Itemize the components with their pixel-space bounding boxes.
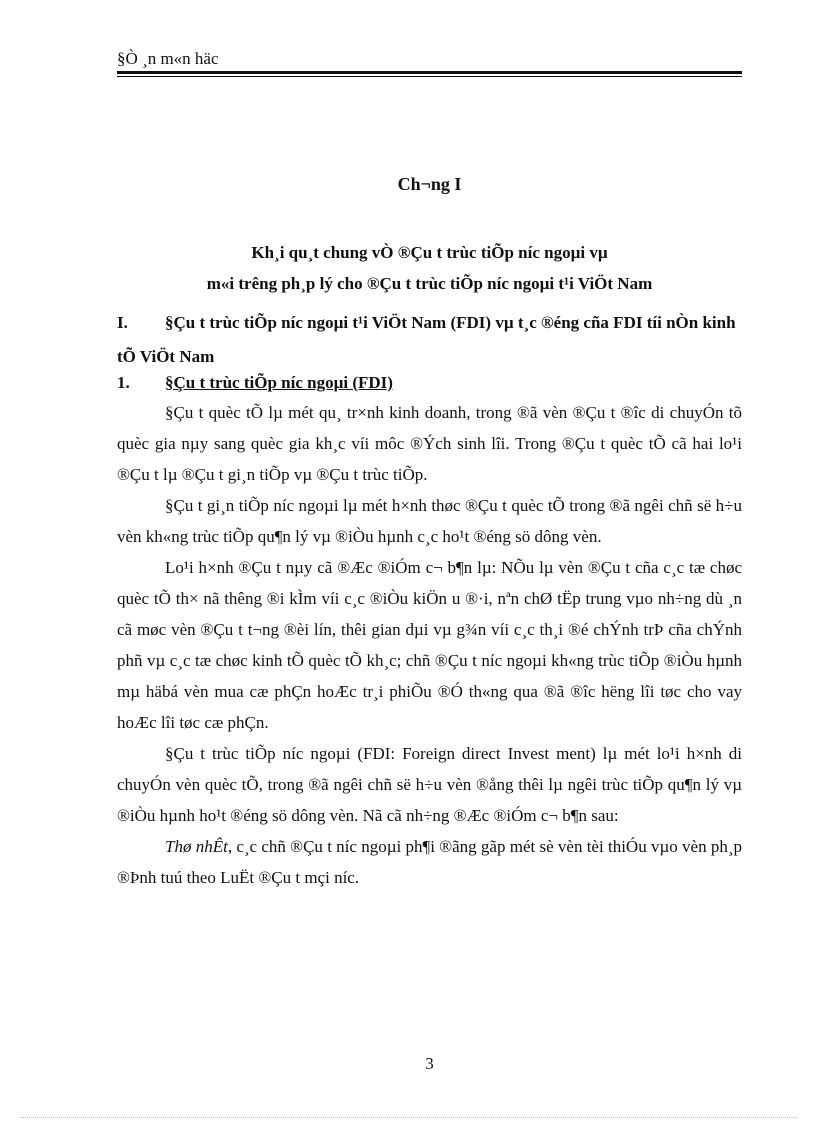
page-bottom-border [20,1117,796,1118]
paragraph-2: §Çu t gi¸n tiÕp níc ngoµi lµ mét h×nh thøc ®Çu t quèc tÕ trong ®ã ngêi chñ së h÷u vèn kh«ng trùc tiÕp qu¶n lý vµ ®iÒu hµnh c¸c ho¹t ®éng sö dông vèn. [117,496,742,546]
chapter-heading-line-1: Kh¸i qu¸t chung vÒ ®Çu t trùc tiÕp níc ngoµi vµ [251,243,608,262]
header-rule-thin [117,76,742,77]
subsection-number: 1. [117,373,130,392]
paragraph-5 [117,831,742,893]
page-number: 3 [425,1054,434,1073]
chapter-title: Ch¬ng I [397,174,462,194]
paragraph-5-italic: Thø nhÊt [165,837,228,856]
body-text [117,397,742,893]
chapter-heading-line-2: m«i trêng ph¸p lý cho ®Çu t trùc tiÕp níc ngoµi t¹i ViÖt Nam [206,274,653,293]
section-number: I. [117,313,128,332]
subsection-heading [117,373,742,393]
page-header: §Ò ¸n m«n häc [117,49,219,68]
section-heading [117,306,742,374]
paragraph-1: §Çu t quèc tÕ lµ mét qu¸ tr×nh kinh doanh, trong ®ã vèn ®Çu t ®îc di chuyÓn tõ quèc gia nµy sang quèc gia kh¸c víi môc ®Ých sinh lîi. Trong ®Çu t quèc tÕ cã hai lo¹i ®Çu t lµ ®Çu t gi¸n tiÕp vµ ®Çu t trùc tiÕp. [117,403,742,484]
header-rule-thick [117,71,742,74]
paragraph-4: §Çu t trùc tiÕp níc ngoµi (FDI: Foreign direct Invest ment) lµ mét lo¹i h×nh di chuyÓn vèn quèc tÕ, trong ®ã ngêi chñ së h÷u vèn ®ång thêi lµ ngêi trùc tiÕp qu¶n lý vµ ®iÒu hµnh ho¹t ®éng sö dông vèn. Nã cã nh÷ng ®Æc ®iÓm c¬ b¶n sau: [117,744,742,825]
subsection-title: §Çu t trùc tiÕp níc ngoµi (FDI) [165,373,393,392]
paragraph-5-rest: , c¸c chñ ®Çu t níc ngoµi ph¶i ®ãng gãp mét sè vèn tèi thiÓu vµo vèn ph¸p ®Þnh tuú theo LuËt ®Çu t mçi níc. [117,837,742,887]
paragraph-3: Lo¹i h×nh ®Çu t nµy cã ®Æc ®iÓm c¬ b¶n lµ: NÕu lµ vèn ®Çu t cña c¸c tæ chøc quèc tÕ th× nã thêng ®i kÌm víi c¸c ®iÒu kiÖn u ®·i, nªn chØ tËp trung vµo nh÷ng dù ¸n cã møc vèn ®Çu t t¬ng ®èi lín, thêi gian dµi vµ g¾n víi c¸c th¸i ®é chÝnh trÞ cña chÝnh phñ vµ c¸c tæ chøc kinh tÕ quèc tÕ kh¸c; chñ ®Çu t níc ngoµi kh«ng trùc tiÕp ®iÒu hµnh mµ häbá vèn mua cæ phÇn hoÆc tr¸i phiÕu ®Ó th«ng qua ®ã ®îc hëng lîi tøc cho vay hoÆc lîi tøc cæ phÇn. [117,558,742,732]
section-title: §Çu t trùc tiÕp níc ngoµi t¹i ViÖt Nam (FDI) vµ t¸c ®éng cña FDI tíi nÒn kinh tÕ ViÖt Nam [117,313,736,366]
